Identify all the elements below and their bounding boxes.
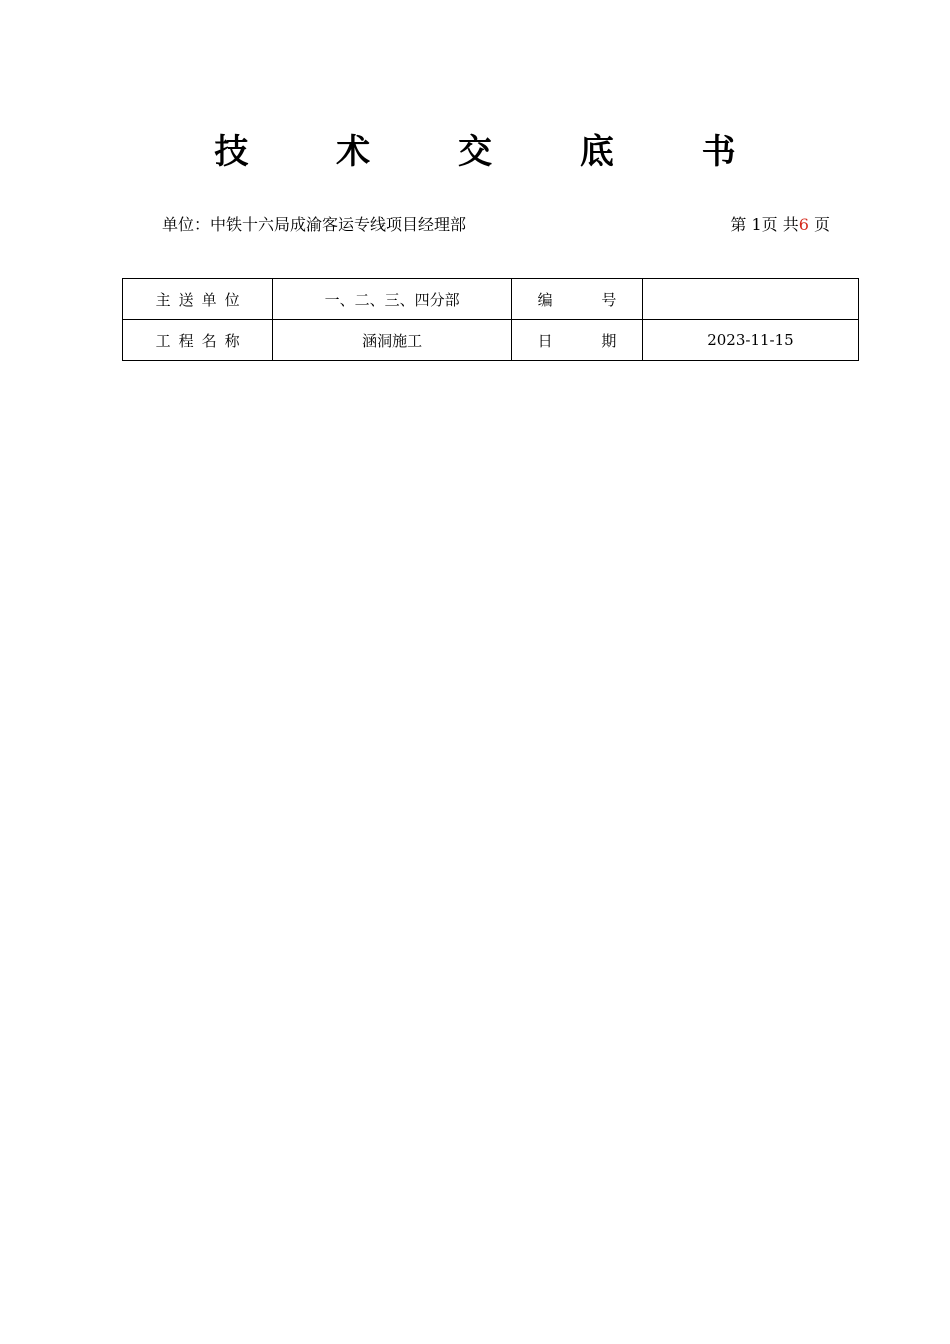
table-row [123, 279, 859, 320]
number-value [642, 279, 858, 320]
date-value: 2023-11-15 [642, 320, 858, 361]
send-unit-label: 主送单位 [123, 279, 273, 320]
page-indicator [730, 212, 830, 235]
number-label: 编 号 [512, 279, 643, 320]
page-suffix: 页 [808, 215, 830, 234]
document-title: 技 术 交 底 书 [214, 132, 774, 172]
date-label: 日 期 [512, 320, 643, 361]
send-unit-value: 一、二、三、四分部 [273, 279, 512, 320]
page-prefix: 第 1页 共 [730, 215, 799, 234]
project-name-label: 工程名称 [123, 320, 273, 361]
project-name-value: 涵洞施工 [273, 320, 512, 361]
info-table [122, 278, 859, 361]
table-row [123, 320, 859, 361]
unit-label: 单位：中铁十六局成渝客运专线项目经理部 [162, 215, 467, 234]
page-total: 6 [798, 215, 809, 234]
